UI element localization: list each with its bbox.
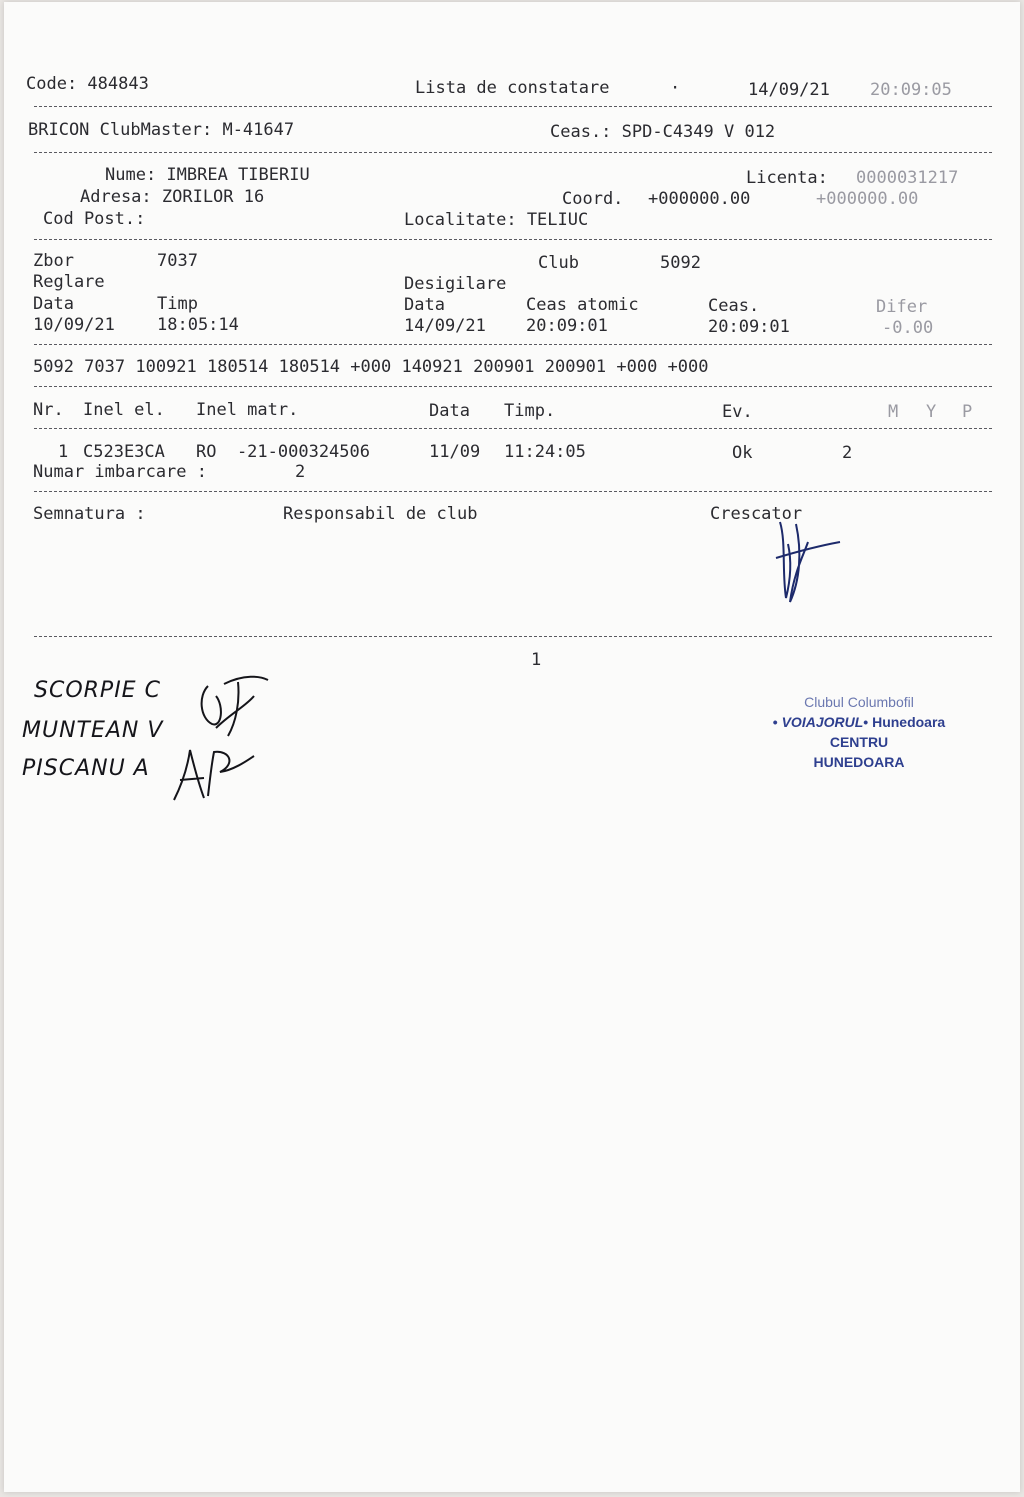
row-extra: 2 xyxy=(842,443,853,463)
header-time: 20:09:05 xyxy=(870,80,952,100)
clubmaster-id: BRICON ClubMaster: M-41647 xyxy=(28,120,295,140)
club-stamp xyxy=(724,692,994,772)
header-inel-el: Inel el. xyxy=(83,400,165,420)
separator-line xyxy=(34,428,992,429)
coord-y: +000000.00 xyxy=(816,189,919,209)
row-nr: 1 xyxy=(58,442,69,462)
setting-label: Reglare xyxy=(33,272,105,292)
col-data-setting: Data xyxy=(33,294,74,314)
header-nr: Nr. xyxy=(33,400,64,420)
document-title: Lista de constatare xyxy=(415,78,610,98)
header-date: 14/09/21 xyxy=(748,80,830,100)
row-inel-matr: RO -21-000324506 xyxy=(196,442,370,462)
breeder-signature xyxy=(756,502,856,612)
stamp-brand: VOIAJORUL xyxy=(781,714,864,730)
coord-label: Coord. xyxy=(562,189,624,209)
stamp-line-2: • VOIAJORUL• Hunedoara xyxy=(772,714,946,730)
stamp-line-4: HUNEDOARA xyxy=(813,754,905,770)
clock-value: 20:09:01 xyxy=(708,317,790,337)
club-label: Club xyxy=(538,253,579,273)
row-inel-el: C523E3CA xyxy=(83,442,165,462)
document-code: Code: 484843 xyxy=(26,74,149,94)
postal-code: Cod Post.: xyxy=(43,209,146,229)
locality: Localitate: TELIUC xyxy=(404,210,589,230)
atomic-clock-value: 20:09:01 xyxy=(526,316,608,336)
separator-line xyxy=(34,106,992,107)
unsealing-label: Desigilare xyxy=(404,274,507,294)
handwritten-signature-2 xyxy=(164,740,264,810)
stamp-line-3: CENTRU xyxy=(829,734,889,750)
col-atomic-clock: Ceas atomic xyxy=(526,295,639,315)
col-time-setting: Timp xyxy=(157,294,198,314)
handwritten-name-1: SCORPIE C xyxy=(34,678,161,703)
imbarcare-value: 2 xyxy=(295,462,306,482)
title-mark: · xyxy=(670,78,681,98)
header-timp: Timp. xyxy=(504,401,556,421)
separator-line xyxy=(34,636,992,637)
col-clock: Ceas. xyxy=(708,296,760,316)
separator-line xyxy=(34,386,992,387)
owner-name: Nume: IMBREA TIBERIU xyxy=(105,165,310,185)
unsealing-date: 14/09/21 xyxy=(404,316,486,336)
license-label: Licenta: xyxy=(746,168,828,188)
row-timp: 11:24:05 xyxy=(504,442,586,462)
col-difference: Difer xyxy=(876,297,928,317)
header-data: Data xyxy=(429,401,470,421)
setting-date: 10/09/21 xyxy=(33,315,115,335)
row-ev: Ok xyxy=(732,443,753,463)
handwritten-signature-1 xyxy=(194,666,284,746)
license-value: 0000031217 xyxy=(856,168,959,188)
row-data: 11/09 xyxy=(429,442,481,462)
separator-line xyxy=(34,344,992,345)
page-number: 1 xyxy=(531,650,542,670)
club-value: 5092 xyxy=(660,253,701,273)
clock-id: Ceas.: SPD-C4349 V 012 xyxy=(550,122,776,142)
club-responsible-label: Responsabil de club xyxy=(283,504,478,524)
setting-time: 18:05:14 xyxy=(157,315,239,335)
separator-line xyxy=(34,239,992,240)
signature-label: Semnatura : xyxy=(33,504,146,524)
separator-line xyxy=(34,152,992,153)
header-y: Y xyxy=(926,402,937,422)
stamp-line-1: Clubul Columbofil xyxy=(804,694,914,710)
handwritten-name-3: PISCANU A xyxy=(22,756,150,781)
owner-address: Adresa: ZORILOR 16 xyxy=(80,187,265,207)
separator-line xyxy=(34,491,992,492)
stamp-city: Hunedoara xyxy=(872,714,946,730)
difference-value: -0.00 xyxy=(882,318,934,338)
header-ev: Ev. xyxy=(722,402,753,422)
document-page xyxy=(4,2,1020,1492)
breeder-label: Crescator xyxy=(710,504,803,524)
header-inel-matr: Inel matr. xyxy=(196,400,299,420)
flight-label: Zbor xyxy=(33,251,74,271)
col-data-unsealing: Data xyxy=(404,295,445,315)
imbarcare-label: Numar imbarcare : xyxy=(33,462,207,482)
handwritten-name-2: MUNTEAN V xyxy=(22,718,164,743)
header-m: M xyxy=(888,402,899,422)
summary-code-line: 5092 7037 100921 180514 180514 +000 140921 200901 200901 +000 +000 xyxy=(33,357,709,377)
flight-value: 7037 xyxy=(157,251,198,271)
header-p: P xyxy=(962,402,973,422)
coord-x: +000000.00 xyxy=(648,189,751,209)
